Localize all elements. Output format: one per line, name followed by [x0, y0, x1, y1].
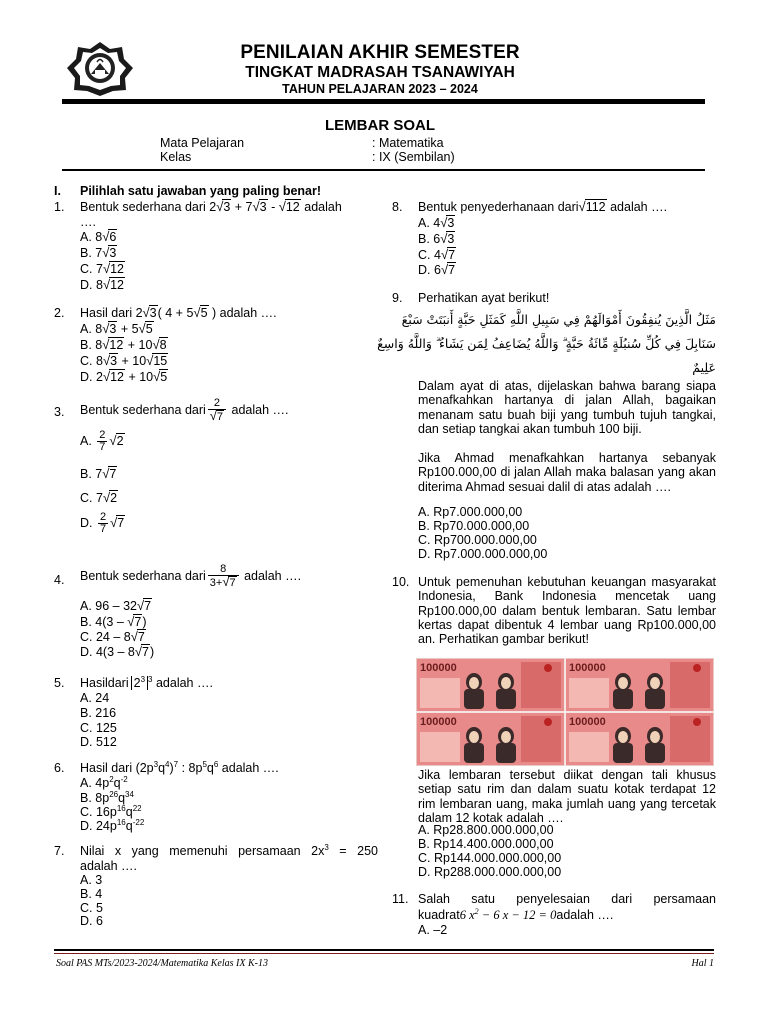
- q2-option-d: D. 2√12 + 10√5: [80, 369, 168, 384]
- question-5-stem: Hasildari $2^3$ $^3$ adalah ….: [80, 674, 213, 690]
- class-label: Kelas: [160, 150, 192, 164]
- q1-option-a: A. 8√6: [80, 229, 117, 244]
- quran-verse-line-3: عَلِيمٌ: [692, 360, 716, 375]
- q8-option-d: D. 6√7: [418, 262, 456, 277]
- question-2-stem: Hasil dari 2√3( 4 + 5√5 ) adalah ….: [80, 305, 277, 320]
- q4-option-a: A. 96 – 32√7: [80, 598, 152, 613]
- q7-option-b: B. 4: [80, 887, 103, 901]
- header-subtitle: TINGKAT MADRASAH TSANAWIYAH: [245, 64, 515, 81]
- banknote-value-3: 100000: [420, 716, 457, 728]
- q1-option-c: C. 7√12: [80, 261, 124, 276]
- question-9-passage: Dalam ayat di atas, dijelaskan bahwa barang siapa menafkahkan hartanya di jalan Allah, bagaikan menanam satu buah biji yang tumbuh tujuh tangkai, dan setiap tangkai akan tumbuh 100 biji.: [418, 379, 716, 436]
- q1-option-d: D. 8√12: [80, 277, 124, 292]
- question-7-stem: Nilai x yang memenuhi persamaan $2x^3 = 250$: [80, 842, 378, 858]
- q9-option-c: C. Rp700.000.000,00: [418, 533, 537, 547]
- q2-option-b: B. 8√12 + 10√8: [80, 337, 167, 352]
- question-3: 3. Bentuk sederhana dari $\frac{2}{√7}$ adalah ….: [54, 398, 384, 428]
- footer-page-number: Hal 1: [691, 958, 714, 969]
- footer-divider: [54, 949, 714, 951]
- footer-divider-accent: [54, 953, 714, 954]
- banknote-sheet-image: [416, 658, 714, 766]
- header-title: PENILAIAN AKHIR SEMESTER: [240, 42, 520, 63]
- q7-option-a: A. 3: [80, 873, 103, 887]
- question-11-equation-line: kuadrat6 $x^2 - 6$ x − 12 = 0adalah ….: [418, 906, 614, 922]
- question-4: 4. Bentuk sederhana dari $\frac{8}{3+√7}$ adalah ….: [54, 564, 384, 598]
- question-9-prompt: Jika Ahmad menafkahkan hartanya sebanyak Rp100.000,00 di jalan Allah maka balasan yang akan diterima Ahmad sesuai dalil di atas adalah ….: [418, 451, 716, 494]
- banknote-value-4: 100000: [569, 716, 606, 728]
- subject-value: : Matematika: [372, 136, 444, 150]
- q3-option-d: D. $\frac{2}{7}$ √7: [80, 511, 125, 535]
- banknote-value-1: 100000: [420, 662, 457, 674]
- q4-option-d: D. 4(3 – 8√7): [80, 644, 155, 659]
- exam-page: PENILAIAN AKHIR SEMESTER TINGKAT MADRASAH TSANAWIYAH TAHUN PELAJARAN 2023 – 2024 LEMBAR SOAL Mata Pelajaran : Matematika Kelas : IX (Sembilan) I. Pilihlah satu jawaban yang paling benar! 1. Bentuk sederhana dari 2√3 + 7√3 - √12 adalah …. A. 8√6 B. 7√3 C. 7√12 D. 8√12 2. Hasil dari 2√3( 4 + 5√5 ) adalah …. A. 8√3 + 5√5 B. 8√12 + 10√8 C. 8√3 + 10√15 D. 2√12 + 10√5 3. Bentuk sederhana dari $\frac{2}{√7}$ adalah …. A. $\frac{2}{7}$ √2 B. 7√7 C. 7√2 D. $\frac{2}{7}$ √7 4. Bentuk sederhana dari $\frac{8}{3+√7}$ adalah …. A. 96 – 32√7 B. 4(3 – √7) C. 24 – 8√7 D. 4(3 – 8√7) 5. Hasildari $2^3$ $^3$ adalah …. A. 24 B. 216 C. 125 D. 512 6. Hasil dari $(2p^3q^4)^7$ : $8p^5q^6$ adalah …. A. $4p^2q^{-2}$ B. $8p^{26}q^{34}$ C. $16p^{16}q^{22}$ D. $24p^{16}q^{-22}$ 7. Nilai x yang memenuhi persamaan $2x^3 = 250$ adalah …. A. 3 B. 4 C. 5 D. 6 8. Bentuk penyederhanaan dari√112 adalah …. A. 4√3 B. 6√3 C. 4√7 D. 6√7 9. Perhatikan ayat berikut! مَثَلُ الَّذِينَ يُنفِقُونَ أَمْوَالَهُمْ فِي سَبِيلِ اللَّهِ كَمَثَلِ حَبَّةٍ أَنبَتَتْ سَبْعَ سَنَابِلَ فِي كُلِّ سُنبُلَةٍ مِّائَةُ حَبَّةٍ ۗ وَاللَّهُ يُضَاعِفُ لِمَن يَشَاءُ ۗ وَاللَّهُ وَاسِعٌ عَلِيمٌ Dalam ayat di atas, dijelaskan bahwa barang siapa menafkahkan hartanya di jalan Allah, bagaikan menanam satu buah biji yang tumbuh tujuh tangkai, dan setiap tangkai akan tumbuh 100 biji. Jika Ahmad menafkahkan hartanya sebanyak Rp100.000,00 di jalan Allah maka balasan yang akan diterima Ahmad sesuai dalil di atas adalah …. A. Rp7.000.000,00 B. Rp70.000.000,00 C. Rp700.000.000,00 D. Rp7.000.000.000,00 10. Untuk pemenuhan kebutuhan keuangan masyarakat Indonesia, Bank Indonesia mencetak uang Rp100.000,00 dalam bentuk lembaran. Satu lembar kertas dapat dibentuk 4 lembar uang Rp100.000,00 an. Perhatikan gambar berikut! 100000 100000 100000 100000 Jika lembaran tersebut diikat dengan tali khusus setiap satu rim dan dalam suatu kotak terdapat 12 rim lembaran uang, maka jumlah uang yang tercetak dalam 12 kotak adalah …. A. Rp28.800.000.000,00 B. Rp14.400.000.000,00 C. Rp144.000.000.000,00 D. Rp288.000.000.000,00 11. Salah satu penyelesaian dari persamaan kuadrat6 $x^2 - 6$ x − 12 = 0adalah …. A. –2 Soal PAS MTs/2023-2024/Matematika Kelas IX K-13 Hal 1: [54, 42, 716, 969]
- q7-option-c: C. 5: [80, 901, 103, 915]
- q11-option-a: A. –2: [418, 923, 448, 937]
- q3-option-b: B. 7√7: [80, 466, 117, 481]
- q6-option-a: A. $4p^2q^{-2}$: [80, 774, 128, 790]
- q6-option-d: D. $24p^{16}q^{-22}$: [80, 817, 145, 833]
- q5-option-b: B. 216: [80, 706, 117, 720]
- madrasah-logo-icon: [66, 41, 134, 97]
- q5-option-d: D. 512: [80, 735, 117, 749]
- subject-label: Mata Pelajaran: [160, 136, 245, 150]
- q10-option-c: C. Rp144.000.000.000,00: [418, 851, 562, 865]
- question-4-stem: Bentuk sederhana dari $\frac{8}{3+√7}$ adalah ….: [80, 563, 302, 589]
- banknote-value-2: 100000: [569, 662, 606, 674]
- question-11-stem: Salah satu penyelesaian dari persamaan: [418, 892, 716, 906]
- question-10-stem: Untuk pemenuhan kebutuhan keuangan masyarakat Indonesia, Bank Indonesia mencetak uang Rp100.000,00 dalam bentuk lembaran. Satu lembar kertas dapat dibentuk 4 lembar uang Rp100.000,00 an. Perhatikan gambar berikut!: [418, 575, 716, 647]
- q9-option-b: B. Rp70.000.000,00: [418, 519, 530, 533]
- question-10-prompt: Jika lembaran tersebut diikat dengan tali khusus setiap satu rim dan dalam suatu kotak terdapat 12 rim lembaran uang, maka jumlah uang yang tercetak dalam 12 kotak adalah ….: [418, 768, 716, 825]
- meta-divider: [62, 169, 705, 171]
- quran-verse-line-2: سَنَابِلَ فِي كُلِّ سُنبُلَةٍ مِّائَةُ حَبَّةٍ ۗ وَاللَّهُ يُضَاعِفُ لِمَن يَشَاءُ ۗ وَاللَّهُ وَاسِعٌ: [377, 336, 716, 351]
- quran-verse-line-1: مَثَلُ الَّذِينَ يُنفِقُونَ أَمْوَالَهُمْ فِي سَبِيلِ اللَّهِ كَمَثَلِ حَبَّةٍ أَنبَتَتْ سَبْعَ: [401, 312, 716, 327]
- q6-option-b: B. $8p^{26}q^{34}$: [80, 789, 134, 805]
- q6-option-c: C. $16p^{16}q^{22}$: [80, 803, 142, 819]
- q4-option-c: C. 24 – 8√7: [80, 629, 145, 644]
- q9-option-a: A. Rp7.000.000,00: [418, 505, 523, 519]
- q2-option-c: C. 8√3 + 10√15: [80, 353, 168, 368]
- q9-option-d: D. Rp7.000.000.000,00: [418, 547, 548, 561]
- q10-option-a: A. Rp28.800.000.000,00: [418, 823, 554, 837]
- question-1-stem: Bentuk sederhana dari 2√3 + 7√3 - √12 adalah ….: [80, 199, 342, 229]
- q4-option-b: B. 4(3 – √7): [80, 614, 147, 629]
- q7-option-d: D. 6: [80, 914, 103, 928]
- header-year: TAHUN PELAJARAN 2023 – 2024: [282, 82, 478, 96]
- q3-option-a: A. $\frac{2}{7}$ √2: [80, 429, 124, 453]
- footer-doc-id: Soal PAS MTs/2023-2024/Matematika Kelas IX K-13: [56, 958, 268, 969]
- q1-option-b: B. 7√3: [80, 245, 117, 260]
- question-7-stem-end: adalah ….: [80, 859, 137, 873]
- quran-verse: [377, 308, 716, 380]
- q8-option-b: B. 6√3: [418, 231, 455, 246]
- header-divider: [62, 99, 705, 104]
- q8-option-c: C. 4√7: [418, 247, 456, 262]
- question-6-stem: Hasil dari $(2p^3q^4)^7$ : $8p^5q^6$ adalah ….: [80, 759, 279, 775]
- q5-option-a: A. 24: [80, 691, 110, 705]
- q5-option-c: C. 125: [80, 721, 117, 735]
- q3-option-c: C. 7√2: [80, 490, 118, 505]
- question-9-stem: Perhatikan ayat berikut!: [418, 291, 550, 305]
- class-value: : IX (Sembilan): [372, 150, 455, 164]
- q10-option-d: D. Rp288.000.000.000,00: [418, 865, 562, 879]
- q10-option-b: B. Rp14.400.000.000,00: [418, 837, 554, 851]
- sheet-title: LEMBAR SOAL: [325, 117, 435, 134]
- q8-option-a: A. 4√3: [418, 215, 455, 230]
- question-3-stem: Bentuk sederhana dari $\frac{2}{√7}$ adalah ….: [80, 397, 289, 423]
- question-8-stem: Bentuk penyederhanaan dari√112 adalah ….: [418, 199, 668, 214]
- q2-option-a: A. 8√3 + 5√5: [80, 321, 153, 336]
